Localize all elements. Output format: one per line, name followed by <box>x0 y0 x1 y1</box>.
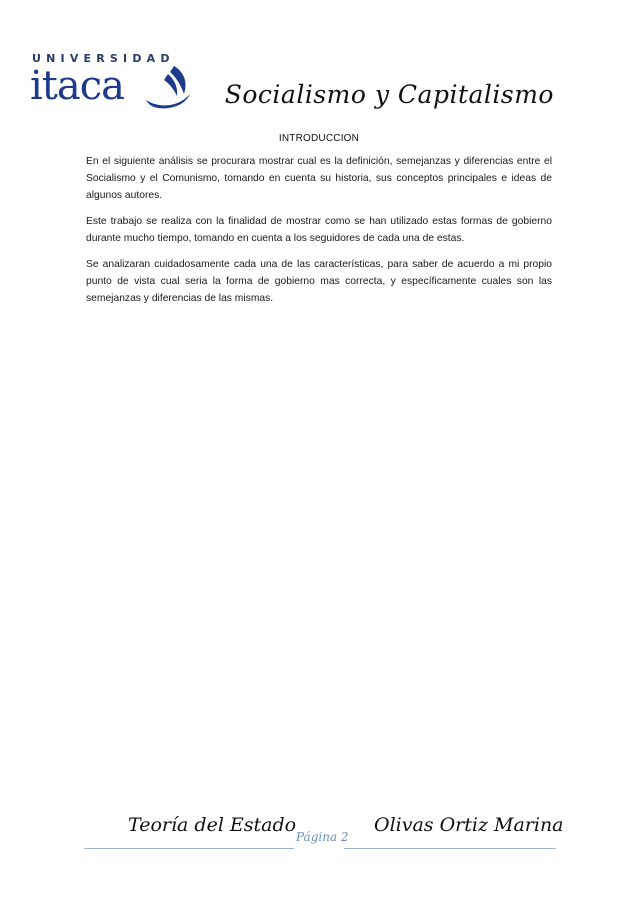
logo-main-text: itaca <box>30 63 124 109</box>
paragraph: Se analizaran cuidadosamente cada una de las características, para saber de acuerdo a mi propio punto de vista cual seria la forma de gobierno mas correcta, y específicamente cuales son las semejanzas y diferencias de las mismas. <box>86 259 552 304</box>
paragraph: En el siguiente análisis se procurara mostrar cual es la definición, semejanzas y diferencias entre el Socialismo y el Comunismo, tomando en cuenta su historia, sus conceptos principales e ideas de algunos autores. <box>86 156 552 201</box>
footer-divider-right <box>344 848 556 849</box>
paragraph: Este trabajo se realiza con la finalidad de mostrar como se han utilizado estas formas de gobierno durante mucho tiempo, tomando en cuenta a los seguidores de cada una de estas. <box>86 216 552 244</box>
logo-top-text: UNIVERSIDAD <box>32 52 175 65</box>
footer-divider-left <box>84 848 294 849</box>
document-title: Socialismo y Capitalismo <box>224 80 554 109</box>
footer-author-name: Olivas Ortiz Marina <box>374 814 564 836</box>
footer-page-number: Página 2 <box>296 830 349 844</box>
footer-course-name: Teoría del Estado <box>128 814 297 836</box>
body-text <box>86 153 552 316</box>
boat-icon <box>144 64 192 110</box>
section-heading: INTRODUCCION <box>278 133 360 144</box>
university-logo <box>32 52 192 112</box>
